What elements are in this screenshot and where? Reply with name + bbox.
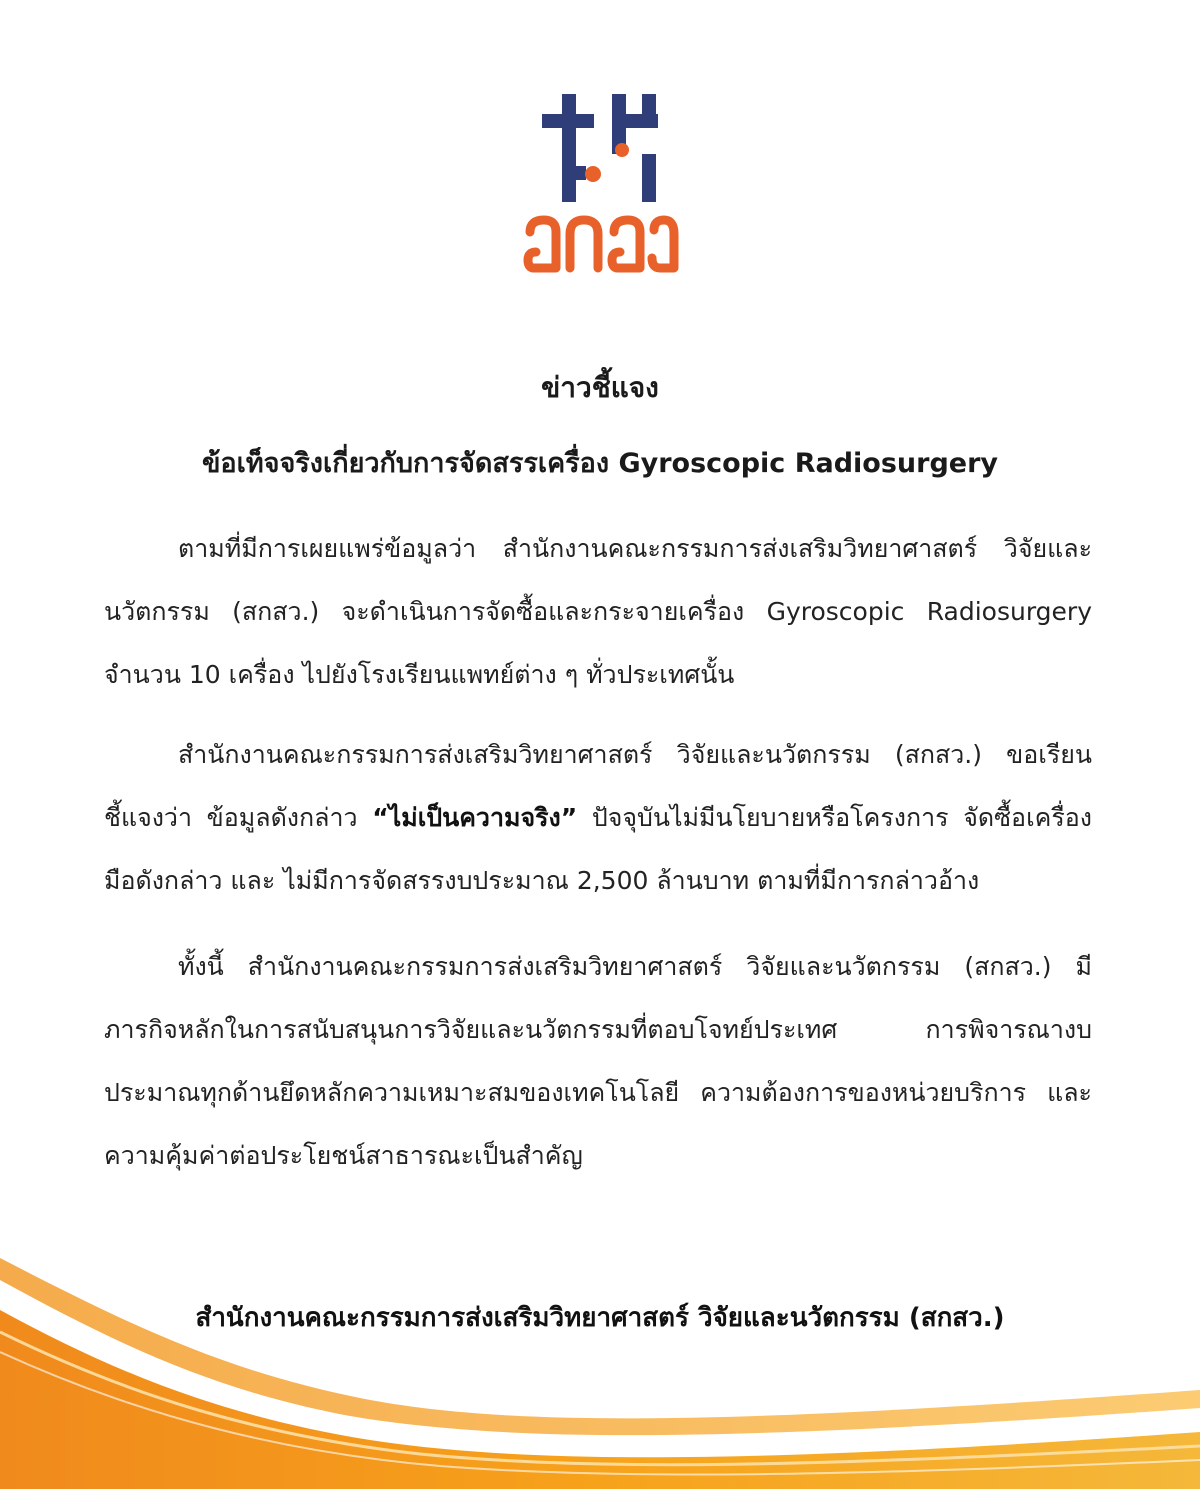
page-title: ข่าวชี้แจง [541, 371, 659, 404]
footer-wave-decoration [0, 1240, 1200, 1489]
paragraph-1: ตามที่มีการเผยแพร่ข้อมูลว่า สำนักงานคณะกรรมการส่งเสริมวิทยาศาสตร์ วิจัยและนวัตกรรม (สกสว.) จะดำเนินการจัดซื้อและกระจายเครื่อง Gyroscopic Radiosurgery จำนวน 10 เครื่อง ไปยังโรงเรียนแพทย์ต่าง ๆ ทั่วประเทศนั้น [104, 534, 1092, 689]
emphasis-not-true: “ไม่เป็นความจริง” [372, 803, 578, 832]
footer-organization: สำนักงานคณะกรรมการส่งเสริมวิทยาศาสตร์ วิจัยและนวัตกรรม (สกสว.) [195, 1303, 1005, 1333]
page-subtitle: ข้อเท็จจริงเกี่ยวกับการจัดสรรเครื่อง Gyroscopic Radiosurgery [201, 448, 999, 479]
paragraph-3: ทั้งนี้ สำนักงานคณะกรรมการส่งเสริมวิทยาศาสตร์ วิจัยและนวัตกรรม (สกสว.) มีภารกิจหลักในการสนับสนุนการวิจัยและนวัตกรรมที่ตอบโจทย์ประเทศ การพิจารณางบประมาณทุกด้านยึดหลักความเหมาะสมของเทคโนโลยี ความต้องการของหน่วยบริการ และความคุ้มค่าต่อประโยชน์สาธารณะเป็นสำคัญ [104, 952, 1092, 1170]
paragraph-2-rest: ปัจจุบันไม่มีนโยบายหรือโครงการ จัดซื้อเครื่องมือดังกล่าว และ ไม่มีการจัดสรรงบประมาณ 2,500 ล้านบาท ตามที่มีการกล่าวอ้าง [104, 803, 1092, 895]
paragraph-2 [104, 723, 1092, 912]
tsri-logo-icon [540, 92, 660, 207]
tsri-wordmark-logo [520, 210, 680, 280]
paragraph-2-lead: สำนักงานคณะกรรมการส่งเสริมวิทยาศาสตร์ วิจัยและนวัตกรรม (สกสว.) ขอเรียนชี้แจงว่า ข้อมูลดังกล่าว [104, 740, 1092, 832]
